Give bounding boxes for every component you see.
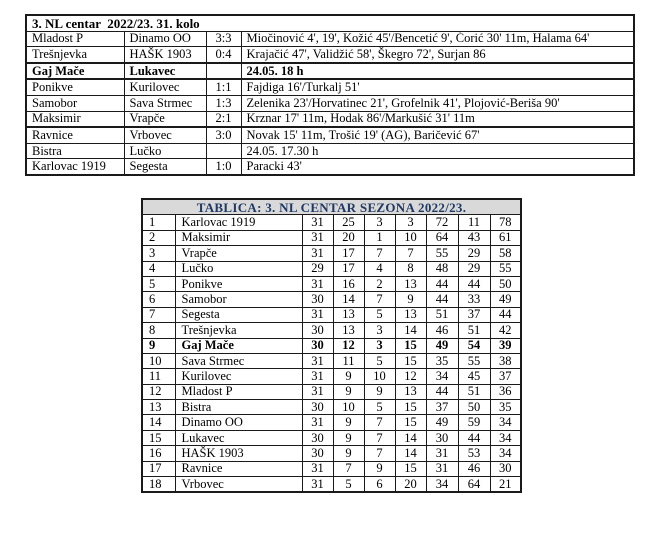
match-score: 0:4 (206, 47, 241, 63)
goals-for: 35 (426, 353, 458, 368)
goals-for: 72 (426, 215, 458, 230)
wins: 14 (333, 292, 364, 307)
draws: 2 (364, 276, 395, 291)
match-detail: Zelenika 23'/Horvatinec 21', Grofelnik 41', Plojović-Beriša 90' (241, 95, 634, 111)
draws: 9 (364, 461, 395, 476)
goals-for: 44 (426, 292, 458, 307)
home-team: Ponikve (26, 79, 124, 95)
position: 7 (142, 307, 175, 322)
standings-row (142, 430, 521, 445)
match-score: 2:1 (206, 111, 241, 127)
goals-for: 31 (426, 446, 458, 461)
points: 49 (490, 292, 521, 307)
losses: 3 (395, 215, 426, 230)
points: 21 (490, 477, 521, 493)
match-row (26, 143, 634, 159)
match-row (26, 31, 634, 47)
standings-title-cell: TABLICA: 3. NL CENTAR SEZONA 2022/23. (142, 199, 521, 215)
match-score (206, 63, 241, 80)
points: 37 (490, 369, 521, 384)
match-detail: Fajdiga 16'/Turkalj 51' (241, 79, 634, 95)
goals-against: 46 (458, 461, 490, 476)
goals-against: 51 (458, 323, 490, 338)
points: 34 (490, 446, 521, 461)
standings-row (142, 400, 521, 415)
standings-row (142, 369, 521, 384)
wins: 11 (333, 353, 364, 368)
standings-row (142, 338, 521, 353)
wins: 17 (333, 246, 364, 261)
wins: 5 (333, 477, 364, 493)
team-name: Samobor (175, 292, 302, 307)
losses: 15 (395, 338, 426, 353)
goals-for: 37 (426, 400, 458, 415)
match-row (26, 79, 634, 95)
wins: 9 (333, 446, 364, 461)
goals-against: 37 (458, 307, 490, 322)
match-row (26, 159, 634, 175)
goals-for: 51 (426, 307, 458, 322)
position: 5 (142, 276, 175, 291)
team-name: Maksimir (175, 230, 302, 245)
team-name: Ravnice (175, 461, 302, 476)
wins: 10 (333, 400, 364, 415)
losses: 14 (395, 323, 426, 338)
points: 39 (490, 338, 521, 353)
position: 14 (142, 415, 175, 430)
standings-row (142, 353, 521, 368)
match-row (26, 95, 634, 111)
goals-against: 11 (458, 215, 490, 230)
standings-row (142, 261, 521, 276)
standings-row (142, 215, 521, 230)
results-table-body (26, 31, 634, 175)
standings-row (142, 461, 521, 476)
draws: 5 (364, 400, 395, 415)
home-team: Maksimir (26, 111, 124, 127)
wins: 25 (333, 215, 364, 230)
games-played: 29 (302, 261, 333, 276)
games-played: 31 (302, 307, 333, 322)
wins: 9 (333, 415, 364, 430)
position: 13 (142, 400, 175, 415)
team-name: Dinamo OO (175, 415, 302, 430)
draws: 7 (364, 246, 395, 261)
position: 9 (142, 338, 175, 353)
draws: 3 (364, 215, 395, 230)
losses: 14 (395, 446, 426, 461)
position: 8 (142, 323, 175, 338)
standings-row (142, 446, 521, 461)
losses: 13 (395, 276, 426, 291)
draws: 10 (364, 369, 395, 384)
points: 35 (490, 400, 521, 415)
team-name: Bistra (175, 400, 302, 415)
position: 11 (142, 369, 175, 384)
points: 78 (490, 215, 521, 230)
goals-for: 34 (426, 369, 458, 384)
draws: 7 (364, 415, 395, 430)
points: 55 (490, 261, 521, 276)
draws: 3 (364, 323, 395, 338)
wins: 13 (333, 323, 364, 338)
match-detail: Krajačić 47', Validžić 58', Škegro 72', Surjan 86 (241, 47, 634, 63)
goals-against: 64 (458, 477, 490, 493)
wins: 9 (333, 384, 364, 399)
points: 44 (490, 307, 521, 322)
games-played: 30 (302, 292, 333, 307)
games-played: 30 (302, 338, 333, 353)
away-team: Sava Strmec (124, 95, 206, 111)
match-detail: Miočinović 4', 19', Kožić 45'/Bencetić 9', Ćorić 30' 11m, Halama 64' (241, 31, 634, 47)
position: 2 (142, 230, 175, 245)
position: 3 (142, 246, 175, 261)
standings-row (142, 246, 521, 261)
goals-for: 49 (426, 415, 458, 430)
match-score: 1:1 (206, 79, 241, 95)
goals-against: 51 (458, 384, 490, 399)
standings-row (142, 384, 521, 399)
home-team: Gaj Mače (26, 63, 124, 80)
draws: 6 (364, 477, 395, 493)
match-row (26, 47, 634, 63)
goals-for: 46 (426, 323, 458, 338)
games-played: 31 (302, 369, 333, 384)
match-row (26, 63, 634, 80)
points: 34 (490, 415, 521, 430)
points: 34 (490, 430, 521, 445)
games-played: 31 (302, 461, 333, 476)
draws: 1 (364, 230, 395, 245)
losses: 13 (395, 384, 426, 399)
goals-for: 30 (426, 430, 458, 445)
team-name: Ponikve (175, 276, 302, 291)
match-score (206, 143, 241, 159)
away-team: Dinamo OO (124, 31, 206, 47)
position: 1 (142, 215, 175, 230)
match-detail: 24.05. 18 h (241, 63, 634, 80)
team-name: Vrapče (175, 246, 302, 261)
losses: 7 (395, 246, 426, 261)
goals-against: 44 (458, 276, 490, 291)
standings-row (142, 323, 521, 338)
goals-against: 29 (458, 246, 490, 261)
wins: 20 (333, 230, 364, 245)
match-score: 1:0 (206, 159, 241, 175)
games-played: 31 (302, 276, 333, 291)
goals-against: 33 (458, 292, 490, 307)
match-detail: Novak 15' 11m, Trošić 19' (AG), Baričević 67' (241, 127, 634, 143)
points: 36 (490, 384, 521, 399)
goals-for: 48 (426, 261, 458, 276)
away-team: Kurilovec (124, 79, 206, 95)
team-name: Gaj Mače (175, 338, 302, 353)
wins: 16 (333, 276, 364, 291)
standings-row (142, 292, 521, 307)
team-name: Lukavec (175, 430, 302, 445)
games-played: 30 (302, 430, 333, 445)
games-played: 31 (302, 246, 333, 261)
results-title-row (26, 15, 634, 31)
goals-against: 54 (458, 338, 490, 353)
losses: 14 (395, 430, 426, 445)
draws: 9 (364, 384, 395, 399)
team-name: HAŠK 1903 (175, 446, 302, 461)
losses: 12 (395, 369, 426, 384)
position: 15 (142, 430, 175, 445)
round-results-table (25, 14, 635, 176)
standings-row (142, 415, 521, 430)
points: 58 (490, 246, 521, 261)
match-detail: Paracki 43' (241, 159, 634, 175)
goals-for: 64 (426, 230, 458, 245)
match-score: 3:0 (206, 127, 241, 143)
games-played: 31 (302, 353, 333, 368)
draws: 7 (364, 430, 395, 445)
match-score: 3:3 (206, 31, 241, 47)
games-played: 30 (302, 400, 333, 415)
games-played: 31 (302, 477, 333, 493)
games-played: 31 (302, 415, 333, 430)
standings-row (142, 230, 521, 245)
games-played: 31 (302, 230, 333, 245)
standings-row (142, 477, 521, 493)
position: 4 (142, 261, 175, 276)
wins: 13 (333, 307, 364, 322)
wins: 12 (333, 338, 364, 353)
standings-table-body (142, 215, 521, 493)
home-team: Mladost P (26, 31, 124, 47)
league-standings-table (141, 198, 522, 493)
goals-for: 31 (426, 461, 458, 476)
home-team: Trešnjevka (26, 47, 124, 63)
points: 50 (490, 276, 521, 291)
goals-against: 29 (458, 261, 490, 276)
goals-against: 44 (458, 430, 490, 445)
draws: 7 (364, 292, 395, 307)
games-played: 31 (302, 384, 333, 399)
losses: 13 (395, 307, 426, 322)
losses: 20 (395, 477, 426, 493)
games-played: 30 (302, 323, 333, 338)
wins: 7 (333, 461, 364, 476)
goals-against: 55 (458, 353, 490, 368)
match-row (26, 127, 634, 143)
points: 30 (490, 461, 521, 476)
match-row (26, 111, 634, 127)
team-name: Vrbovec (175, 477, 302, 493)
losses: 15 (395, 415, 426, 430)
position: 18 (142, 477, 175, 493)
standings-row (142, 276, 521, 291)
position: 16 (142, 446, 175, 461)
draws: 5 (364, 353, 395, 368)
team-name: Sava Strmec (175, 353, 302, 368)
position: 6 (142, 292, 175, 307)
wins: 9 (333, 369, 364, 384)
team-name: Trešnjevka (175, 323, 302, 338)
goals-for: 49 (426, 338, 458, 353)
losses: 15 (395, 400, 426, 415)
games-played: 31 (302, 215, 333, 230)
home-team: Karlovac 1919 (26, 159, 124, 175)
points: 42 (490, 323, 521, 338)
away-team: Lučko (124, 143, 206, 159)
position: 17 (142, 461, 175, 476)
away-team: Segesta (124, 159, 206, 175)
position: 12 (142, 384, 175, 399)
goals-against: 45 (458, 369, 490, 384)
home-team: Bistra (26, 143, 124, 159)
home-team: Samobor (26, 95, 124, 111)
losses: 15 (395, 353, 426, 368)
points: 38 (490, 353, 521, 368)
losses: 10 (395, 230, 426, 245)
team-name: Segesta (175, 307, 302, 322)
match-score: 1:3 (206, 95, 241, 111)
team-name: Kurilovec (175, 369, 302, 384)
goals-for: 44 (426, 276, 458, 291)
away-team: Lukavec (124, 63, 206, 80)
team-name: Karlovac 1919 (175, 215, 302, 230)
match-detail: 24.05. 17.30 h (241, 143, 634, 159)
away-team: Vrapče (124, 111, 206, 127)
draws: 5 (364, 307, 395, 322)
away-team: HAŠK 1903 (124, 47, 206, 63)
team-name: Lučko (175, 261, 302, 276)
wins: 17 (333, 261, 364, 276)
match-detail: Krznar 17' 11m, Hodak 86'/Markušić 31' 11m (241, 111, 634, 127)
team-name: Mladost P (175, 384, 302, 399)
draws: 3 (364, 338, 395, 353)
goals-against: 43 (458, 230, 490, 245)
losses: 8 (395, 261, 426, 276)
standings-row (142, 307, 521, 322)
goals-for: 44 (426, 384, 458, 399)
goals-for: 34 (426, 477, 458, 493)
losses: 15 (395, 461, 426, 476)
results-table-title: 3. NL centar 2022/23. 31. kolo (26, 15, 634, 31)
points: 61 (490, 230, 521, 245)
draws: 7 (364, 446, 395, 461)
goals-against: 50 (458, 400, 490, 415)
standings-title-row (142, 199, 521, 215)
draws: 4 (364, 261, 395, 276)
away-team: Vrbovec (124, 127, 206, 143)
losses: 9 (395, 292, 426, 307)
games-played: 30 (302, 446, 333, 461)
wins: 9 (333, 430, 364, 445)
goals-against: 53 (458, 446, 490, 461)
home-team: Ravnice (26, 127, 124, 143)
goals-for: 55 (426, 246, 458, 261)
goals-against: 59 (458, 415, 490, 430)
position: 10 (142, 353, 175, 368)
